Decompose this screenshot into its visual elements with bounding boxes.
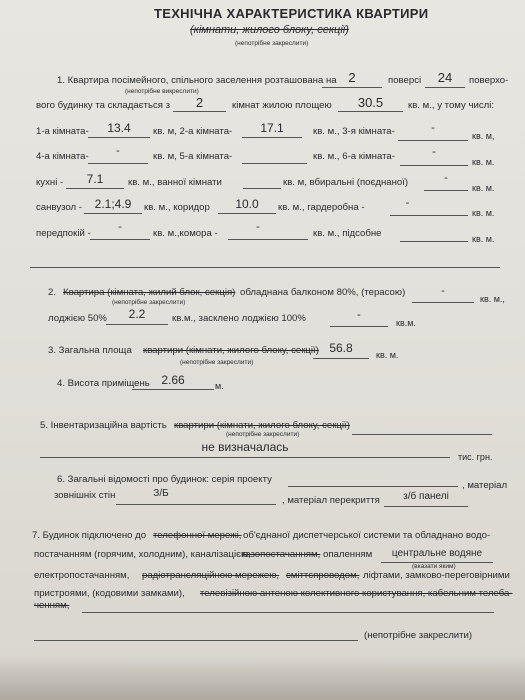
walls-value: З/Б [153, 488, 169, 499]
s7-footnote: (непотрібне закреслити) [364, 630, 473, 641]
inventory-value: не визначалась [201, 440, 289, 454]
photo-shadow [0, 655, 525, 700]
height-value: 2.66 [161, 373, 185, 387]
s1-line1c: поверхо- [469, 75, 509, 86]
s6-line1: 6. Загальні відомості про будинок: серія проекту [57, 474, 272, 485]
s2-apartment: Квартира (кімната, жилий блок, секція) [63, 287, 236, 298]
glazed-value: - [357, 309, 361, 321]
storage-label: кв. м.,комора - [153, 228, 218, 239]
s7-l3d: ліфтами, замково-переговірними [363, 570, 510, 581]
s7-radio: радіотрансляційною мережею, [142, 570, 280, 581]
room4-label: 4-а кімната- [36, 151, 89, 162]
corridor-value: 10.0 [235, 197, 259, 211]
s1-line2c: кв. м., у тому числі: [408, 100, 495, 111]
s5-apartment: квартири (кімнати, жилого блоку, секції) [174, 420, 350, 431]
glazed-label: кв.м., засклено лоджією 100% [172, 313, 306, 324]
sanvuzol-value: 2.1;4.9 [94, 197, 132, 211]
room6-value: - [432, 146, 436, 158]
hall-value: - [118, 221, 122, 233]
s1-floors-total: 24 [437, 70, 453, 85]
room3-unit: кв. м, [472, 131, 495, 141]
room2-label: кв. м, 2-а кімната- [153, 126, 233, 137]
s7-extra-line [34, 640, 358, 641]
room5-label: кв. м, 5-а кімната- [153, 151, 233, 162]
room4-value: - [116, 145, 120, 157]
s7-l3a: електропостачанням, [34, 570, 130, 581]
s1-floor: 2 [348, 70, 356, 85]
corridor-label: кв. м., коридор [144, 202, 210, 213]
wc-unit: кв. м. [472, 183, 495, 193]
room6-unit: кв. м. [472, 157, 495, 167]
s7-l1a: 7. Будинок підключено до [32, 530, 147, 541]
basement-label: кв. м., підсобне [313, 228, 382, 239]
wc-value: - [444, 172, 448, 184]
room6-label: кв. м., 6-а кімната- [313, 151, 395, 162]
kitchen-label: кухні - [36, 177, 64, 188]
s5-note: (непотрібне закреслити) [226, 431, 300, 438]
s4-label: 4. Висота приміщень [57, 378, 150, 389]
s7-gas: газопостачанням, [242, 549, 321, 560]
sanvuzol-label: санвузол - [36, 202, 82, 213]
s7-heating-label: опаленням [323, 549, 373, 560]
height-unit: м. [215, 381, 224, 391]
s1-line1a: 1. Квартира посімейного, спільного заселення розташована на [57, 75, 337, 86]
s7-l4a: пристроями, (кодовими замками), [34, 588, 185, 599]
s5-label: 5. Інвентаризаційна вартість [40, 420, 167, 431]
inventory-unit: тис. грн. [458, 452, 493, 462]
glazed-unit: кв.м. [396, 318, 416, 328]
s1-line1b: поверсі [388, 75, 422, 86]
s1-note: (непотрібне викреслити) [125, 88, 199, 95]
loggia-label: лоджією 50% [48, 313, 107, 324]
s1-line2a: вого будинку та складається з [36, 100, 170, 111]
room3-label: кв. м., 3-я кімната- [313, 126, 395, 137]
s7-chute: сміттєпроводом, [286, 570, 360, 581]
s3-apartment: квартири (кімнати, жилого блоку, секції) [143, 345, 319, 356]
heating-value: центральне водяне [391, 548, 483, 559]
s2-note: (непотрібне закреслити) [112, 299, 186, 306]
doc-subtitle: (кімнати, жилого блоку, секції) [190, 24, 349, 36]
wardrobe-value: - [405, 197, 410, 209]
s2-num: 2. [48, 287, 57, 298]
s3-label: 3. Загальна площа [48, 345, 132, 356]
room2-value: 17.1 [260, 121, 284, 135]
floors-mat-label: , матеріал перекриття [282, 495, 380, 506]
doc-subtitle-note: (непотрібне закреслити) [235, 40, 309, 47]
wardrobe-unit: кв. м. [472, 208, 495, 218]
loggia-value: 2.2 [128, 307, 146, 321]
s6-line1-end: , матеріал [462, 480, 508, 491]
doc-title: ТЕХНІЧНА ХАРАКТЕРИСТИКА КВАРТИРИ [154, 6, 429, 21]
walls-label: зовнішніх стін [54, 490, 116, 501]
s7-heating-note: (вказати яким) [412, 563, 456, 570]
wc-label: кв. м, вбиральні (поєднаної) [283, 177, 409, 188]
s3-note: (непотрібне закреслити) [180, 359, 254, 366]
wardrobe-label: кв. м., гардеробна - [278, 202, 365, 213]
room3-value: - [431, 122, 435, 134]
s7-l2a: постачанням (горячим, холодним), каналізацією, [34, 549, 251, 560]
s7-l5a: ченням, [34, 600, 70, 611]
bath-label: кв. м., ванної кімнати [128, 177, 222, 188]
s1-line2b: кімнат жилою площею [232, 100, 332, 111]
s2-balcony-text: обладнана балконом 80%, (терасою) [240, 287, 406, 298]
storage-value: - [256, 221, 260, 233]
s1-end-line [30, 267, 500, 268]
kitchen-value: 7.1 [86, 172, 104, 186]
total-area-value: 56.8 [329, 341, 353, 355]
hall-label: передпокій - [36, 228, 91, 239]
s1-rooms: 2 [195, 95, 204, 110]
basement-unit: кв. м. [472, 234, 495, 244]
floors-mat-value: з/б панелі [403, 491, 449, 502]
s7-tv: телевізійною антеною колективного користування, кабельним телеба- [200, 588, 513, 599]
total-area-unit: кв. м. [376, 350, 399, 360]
room1-value: 13.4 [107, 121, 131, 135]
room1-label: 1-а кімната- [36, 126, 89, 137]
balcony-value: - [441, 285, 445, 297]
s7-l1c: об'єднаної диспетчерської системи та обладнано водо- [243, 530, 491, 541]
s1-living-area: 30.5 [357, 95, 384, 110]
s7-phone: телефонної мережі, [153, 530, 242, 541]
balcony-unit: кв. м., [480, 294, 505, 304]
